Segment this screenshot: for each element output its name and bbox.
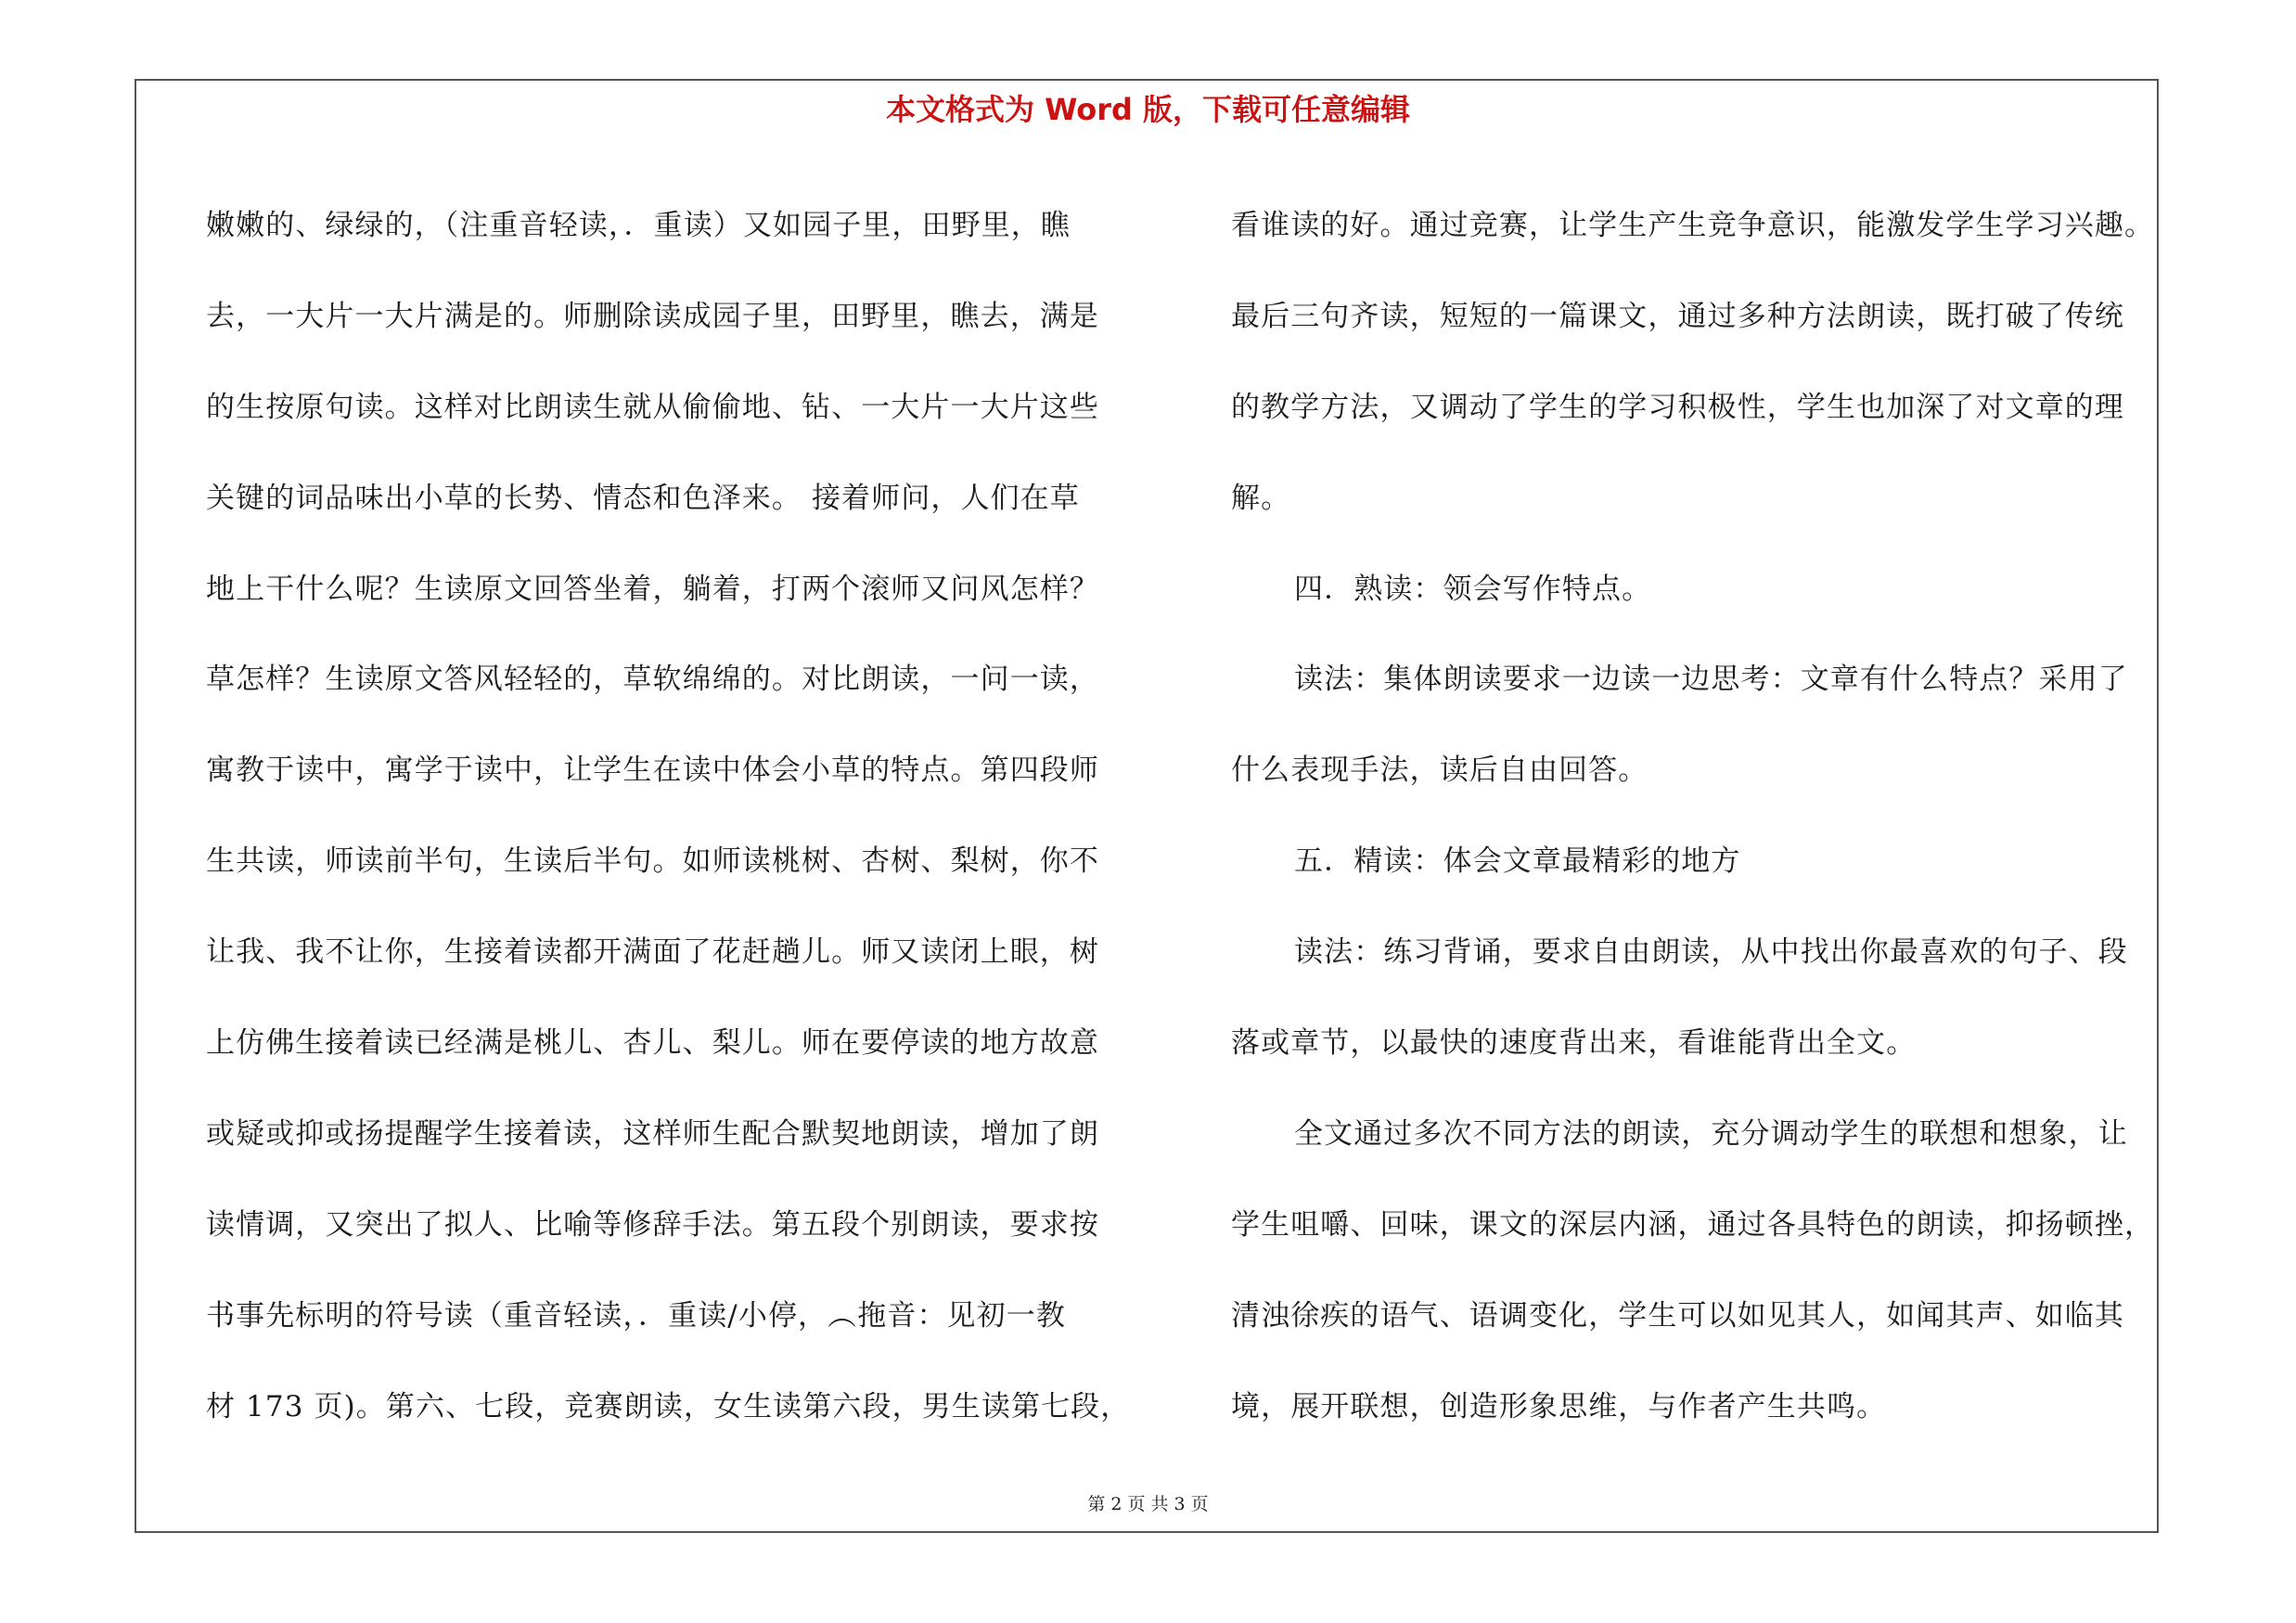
text-line: 地上干什么呢？生读原文回答坐着，躺着，打两个滚师又问风怎样？: [206, 572, 1099, 606]
text-line: 关键的词品味出小草的长势、情态和色泽来。 接着师问，人们在草: [206, 481, 1080, 515]
text-line: 让我、我不让你，生接着读都开满面了花赶趟儿。师又读闭上眼，树: [206, 935, 1099, 970]
text-line: 看谁读的好。通过竞赛，让学生产生竞争意识，能激发学生学习兴趣。: [1231, 209, 2155, 242]
text-line: 解。: [1231, 481, 1291, 515]
text-line: 材 173 页)。第六、七段，竞赛朗读，女生读第六段，男生读第七段，: [206, 1389, 1131, 1423]
text-line: 境，展开联想，创造形象思维，与作者产生共鸣。: [1231, 1389, 1887, 1423]
text-line: 读情调，又突出了拟人、比喻等修辞手法。第五段个别朗读，要求按: [206, 1207, 1099, 1242]
text-line: 落或章节，以最快的速度背出来，看谁能背出全文。: [1231, 1026, 1917, 1061]
text-line: 什么表现手法，读后自由回答。: [1231, 754, 1648, 788]
left-text-column: [206, 181, 1134, 1452]
text-line: 上仿佛生接着读已经满是桃儿、杏儿、梨儿。师在要停读的地方故意: [206, 1026, 1099, 1061]
text-line: 草怎样？生读原文答风轻轻的，草软绵绵的。对比朗读，一问一读，: [206, 663, 1099, 697]
text-line: 生共读，师读前半句，生读后半句。如师读桃树、杏树、梨树，你不: [206, 844, 1099, 879]
text-line: 寓教于读中，寓学于读中，让学生在读中体会小草的特点。第四段师: [206, 754, 1099, 788]
section-heading-4: 四．熟读：领会写作特点。: [1294, 572, 1652, 606]
document-banner: 本文格式为 Word 版，下载可任意编辑: [885, 92, 1411, 127]
text-line: 或疑或抑或扬提醒学生接着读，这样师生配合默契地朗读，增加了朗: [206, 1116, 1099, 1151]
text-line: 的教学方法，又调动了学生的学习积极性，学生也加深了对文章的理: [1231, 390, 2124, 424]
page-number: 第 2 页 共 3 页: [1087, 1494, 1209, 1514]
text-line: 读法：集体朗读要求一边读一边思考：文章有什么特点？采用了: [1294, 663, 2128, 697]
text-line: 书事先标明的符号读（重音轻读，．重读/小停，︵拖音：见初一教: [206, 1298, 1066, 1333]
text-line: 学生咀嚼、回味，课文的深层内涵，通过各具特色的朗读，抑扬顿挫，: [1231, 1207, 2155, 1242]
right-text-column: [1231, 181, 2161, 1452]
text-line: 清浊徐疾的语气、语调变化，学生可以如见其人，如闻其声、如临其: [1231, 1298, 2124, 1333]
text-line: 读法：练习背诵，要求自由朗读，从中找出你最喜欢的句子、段: [1294, 935, 2128, 970]
text-line: 的生按原句读。这样对比朗读生就从偷偷地、钻、一大片一大片这些: [206, 390, 1099, 424]
text-line: 嫩嫩的、绿绿的，（注重音轻读，．重读）又如园子里，田野里，瞧: [206, 209, 1071, 242]
text-line: 最后三句齐读，短短的一篇课文，通过多种方法朗读，既打破了传统: [1231, 299, 2124, 333]
text-line: 去，一大片一大片满是的。师删除读成园子里，田野里，瞧去，满是: [206, 299, 1099, 333]
text-line: 全文通过多次不同方法的朗读，充分调动学生的联想和想象，让: [1294, 1116, 2128, 1151]
section-heading-5: 五．精读：体会文章最精彩的地方: [1294, 844, 1741, 879]
